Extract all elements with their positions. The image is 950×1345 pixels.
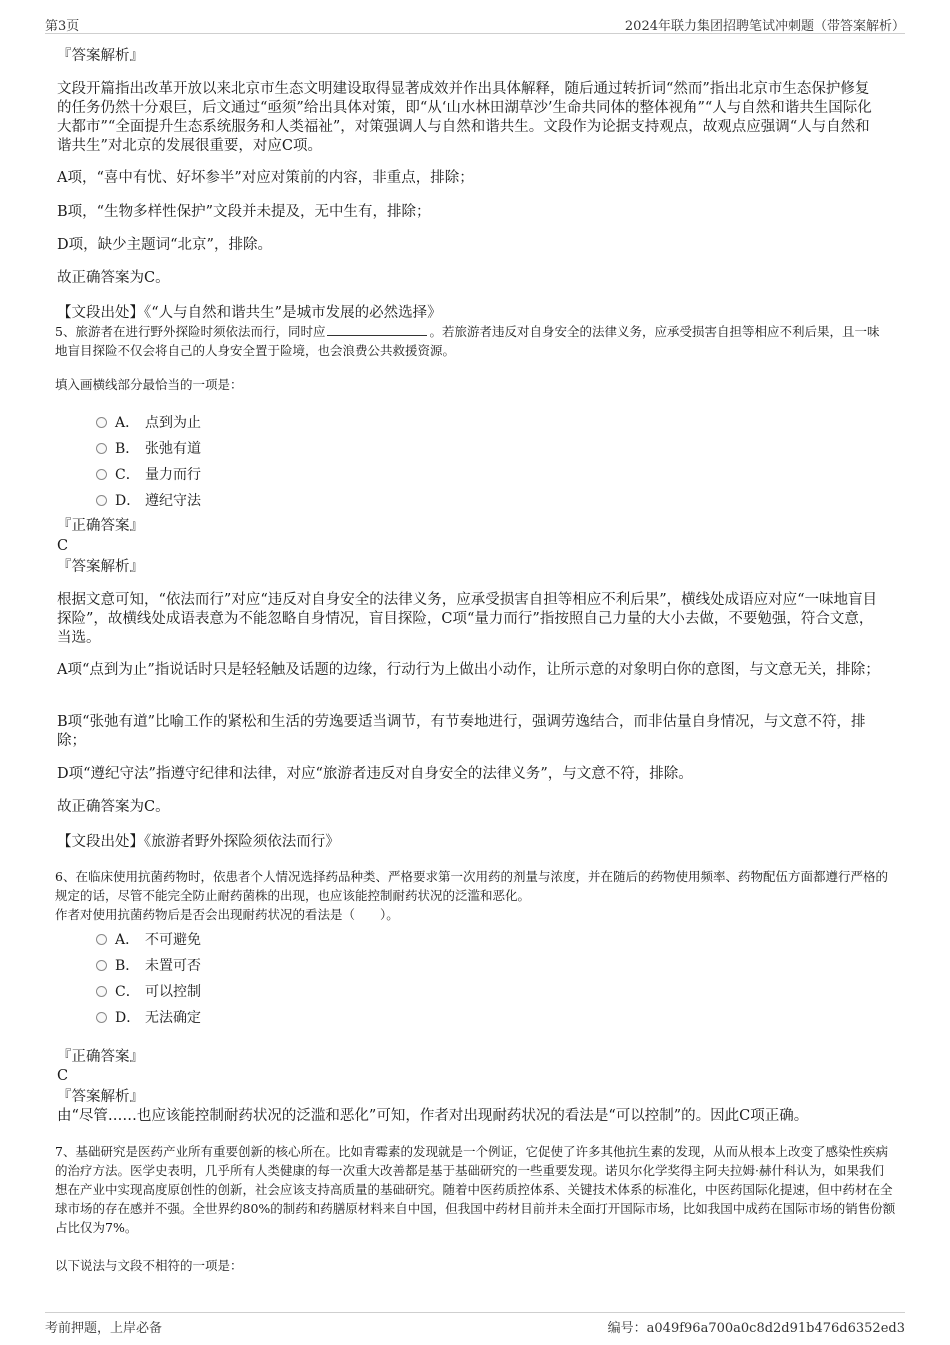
radio-icon[interactable] [96, 986, 107, 997]
radio-icon[interactable] [96, 469, 107, 480]
q5-stem-before: 5、旅游者在进行野外探险时须依法而行，同时应 [55, 324, 326, 339]
q5-stem-after: 。若旅游者违反对自身安全的法律义务，应承受损害自担等相应不利后果，且一味地盲目探险不仅会将自己的人身安全置于险境，也会浪费公共救援资源。 [55, 324, 880, 358]
q6-prompt: 作者对使用抗菌药物后是否会出现耐药状况的看法是（ ）。 [55, 907, 399, 922]
q7-prompt: 以下说法与文段不相符的一项是： [55, 1258, 243, 1273]
q4-option-d-analysis: D项，缺少主题词“北京”，排除。 [57, 237, 272, 253]
q5-conclusion: 故正确答案为C。 [57, 799, 170, 815]
page-footer [45, 1312, 905, 1335]
q4-conclusion: 故正确答案为C。 [57, 270, 170, 286]
radio-icon[interactable] [96, 417, 107, 428]
q5-source: 【文段出处】《旅游者野外探险须依法而行》 [57, 834, 340, 850]
radio-icon[interactable] [96, 443, 107, 454]
page-number: 第3页 [45, 19, 80, 34]
radio-icon[interactable] [96, 960, 107, 971]
q4-analysis-text: 文段开篇指出改革开放以来北京市生态文明建设取得显著成效并作出具体解释，随后通过转折词“然而”指出北京市生态保护修复的任务仍然十分艰巨，后文通过“亟须”给出具体对策，即“从‘山水林田湖草沙’生命共同体的整体视角”“人与自然和谐共生国际化大都市”“全面提升生态系统服务和人类福祉”，对策强调人与自然和谐共生。文段作为论据支持观点，故观点应强调“人与自然和谐共生”对北京的发展很重要，对应C项。 [57, 81, 872, 154]
q5-option-d-analysis: D项“遵纪守法”指遵守纪律和法律，对应“旅游者违反对自身安全的法律义务”，与文意不符，排除。 [57, 766, 693, 782]
footer-slogan: 考前押题，上岸必备 [45, 1321, 163, 1336]
document-title: 2024年联力集团招聘笔试冲刺题（带答案解析） [624, 19, 905, 34]
q6-analysis-label: 『答案解析』 [57, 1089, 144, 1105]
q5-option-d[interactable]: D． 遵纪守法 [96, 490, 201, 510]
radio-icon[interactable] [96, 495, 107, 506]
q4-option-b-analysis: B项，“生物多样性保护”文段并未提及，无中生有，排除； [57, 204, 431, 220]
q6-answer-label: 『正确答案』 [57, 1049, 144, 1065]
q4-source: 【文段出处】《“人与自然和谐共生”是城市发展的必然选择》 [57, 305, 442, 321]
q5-answer: C [57, 538, 69, 554]
fill-in-blank [327, 323, 427, 336]
q6-option-d[interactable]: D． 无法确定 [96, 1007, 201, 1027]
q5-analysis-label: 『答案解析』 [57, 559, 144, 575]
q6-option-c[interactable]: C． 可以控制 [96, 981, 201, 1001]
q6-analysis-text: 由“尽管……也应该能控制耐药状况的泛滥和恶化”可知，作者对出现耐药状况的看法是“可以控制”的。因此C项正确。 [57, 1108, 809, 1124]
q4-option-a-analysis: A项，“喜中有忧、好坏参半”对应对策前的内容，非重点，排除； [57, 170, 474, 186]
q5-option-c[interactable]: C． 量力而行 [96, 464, 201, 484]
q6-answer: C [57, 1068, 69, 1084]
radio-icon[interactable] [96, 1012, 107, 1023]
q5-option-b-analysis: B项“张弛有道”比喻工作的紧松和生活的劳逸要适当调节，有节奏地进行，强调劳逸结合，而非估量自身情况，与文意不符，排除； [57, 714, 866, 749]
q6-option-b[interactable]: B． 未置可否 [96, 955, 201, 975]
q7-stem: 7、基础研究是医药产业所有重要创新的核心所在。比如青霉素的发现就是一个例证，它促使了许多其他抗生素的发现，从而从根本上改变了感染性疾病的治疗方法。医学史表明，几乎所有人类健康的每一次重大改善都是基于基础研究的一些重要发现。诺贝尔化学奖得主阿夫拉姆·赫什科认为，如果我们想在产业中实现高度原创性的创新，社会应该支持高质量的基础研究。随着中医药质控体系、关键技术体系的标准化，中医药国际化提速，但中药材在全球市场的存在感并不强。全世界约80%的制药和药膳原材料来自中国，但我国中药材目前并未全面打开国际市场，比如我国中成药在国际市场的销售份额占比仅为7%。 [55, 1144, 896, 1235]
q6-stem: 6、在临床使用抗菌药物时，依患者个人情况选择药品种类、严格要求第一次用药的剂量与浓度，并在随后的药物使用频率、药物配伍方面都遵行严格的规定的话，尽管不能完全防止耐药菌株的出现，也应该能控制耐药状况的泛滥和恶化。 [55, 869, 888, 903]
q5-answer-label: 『正确答案』 [57, 518, 144, 534]
q5-prompt: 填入画横线部分最恰当的一项是： [55, 377, 243, 392]
radio-icon[interactable] [96, 934, 107, 945]
q5-stem [55, 322, 888, 360]
q6-option-a[interactable]: A． 不可避免 [96, 929, 201, 949]
q5-option-a-analysis: A项“点到为止”指说话时只是轻轻触及话题的边缘，行动行为上做出小动作，让所示意的对象明白你的意图，与文意无关，排除； [57, 662, 880, 678]
q4-analysis-label: 『答案解析』 [57, 48, 144, 64]
q5-option-a[interactable]: A． 点到为止 [96, 412, 201, 432]
q5-analysis-text: 根据文意可知，“依法而行”对应“违反对自身安全的法律义务，应承受损害自担等相应不利后果”，横线处成语应对应“一味地盲目探险”，故横线处成语表意为不能忽略自身情况，盲目探险，C项“量力而行”指按照自己力量的大小去做，不要勉强，符合文意，当选。 [57, 592, 878, 646]
q5-option-b[interactable]: B． 张弛有道 [96, 438, 201, 458]
document-id: 编号：a049f96a700a0c8d2d91b476d6352ed3 [607, 1321, 905, 1336]
page-header [45, 13, 905, 34]
